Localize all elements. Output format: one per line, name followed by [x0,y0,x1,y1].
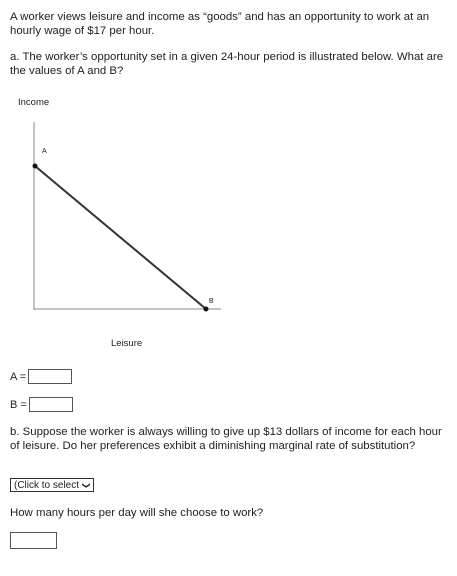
mrs-select[interactable] [10,478,94,492]
answer-b-row [10,397,73,412]
question-hours: How many hours per day will she choose to work? [10,507,264,519]
mrs-select-value: (Click to select [14,479,80,491]
point-b-marker [204,307,209,312]
point-a-marker [33,164,38,169]
answer-b-input[interactable] [29,397,73,412]
y-axis-label: Income [18,97,50,108]
answer-a-row [10,369,72,384]
answer-a-label: A = [10,370,27,383]
hours-input[interactable] [10,532,57,549]
point-b-label: B [209,298,214,305]
budget-line [35,166,206,309]
answer-b-label: B = [10,398,27,411]
question-part-b: b. Suppose the worker is always willing to give up $13 dollars of income for each hour of leisure. Do her preferences exhibit a diminishing marginal rate of substitution? [10,426,442,452]
question-intro: A worker views leisure and income as “goods” and has an opportunity to work at an hourly wage of $17 per hour. [10,11,430,37]
question-part-a: a. The worker’s opportunity set in a given 24-hour period is illustrated below. What are the values of A and B? [10,51,444,77]
x-axis-label: Leisure [111,338,143,349]
chevron-down-icon: ❯ [81,481,91,489]
answer-a-input[interactable] [28,369,72,384]
point-a-label: A [42,148,47,155]
